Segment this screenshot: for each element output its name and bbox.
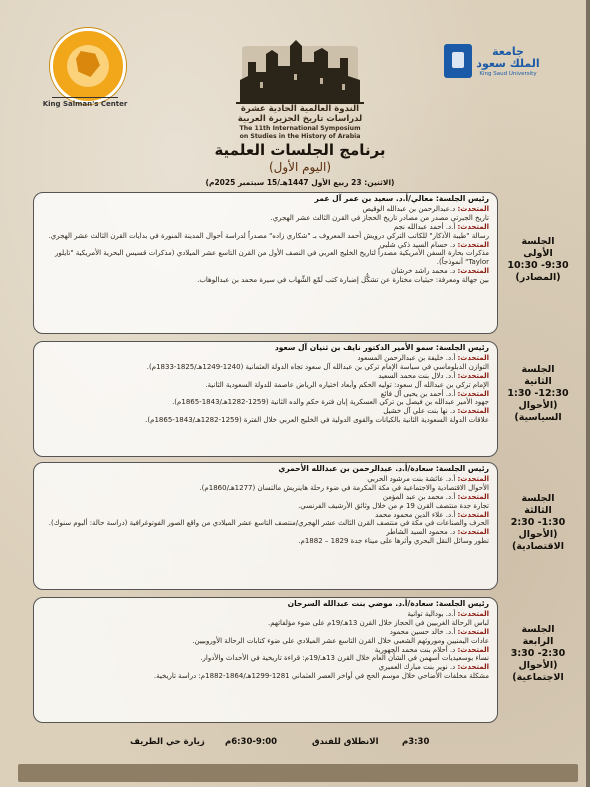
session-label-line: الثانية: [524, 376, 552, 387]
speaker-label: المتحدث:: [457, 474, 489, 483]
speaker-label: المتحدث:: [457, 371, 489, 380]
talk-topic: نساء بوسعيديات أسهمن في الشأن العام خلال القرن 13هـ/19م: قراءة تاريخية في الأحداث والأدوار.: [200, 654, 489, 663]
session-box-3: [33, 462, 498, 590]
talk-topic: لباس الرحالة الغربيين في الحجاز خلال القرن 13هـ/19م على ضوء مؤلفاتهم.: [268, 618, 489, 627]
speaker-item: [40, 475, 489, 493]
speaker-item: [40, 267, 489, 285]
program-title: برنامج الجلسات العلمية: [214, 141, 386, 159]
logo-underline: [52, 97, 118, 98]
session-label-4: [500, 624, 576, 684]
ksu-logo: [444, 44, 540, 76]
session-theme: الاجتماعية): [512, 672, 564, 683]
session-label-line: الجلسة: [521, 624, 555, 635]
speaker-name: د. أحلام بنت محمد الجهورية: [374, 645, 458, 654]
talk-topic: مشكلة مخلفات الأضاحي خلال موسم الحج في أواخر العصر العثماني 1281-1299هـ/1864-1882م: دراسة تاريخية.: [153, 672, 489, 681]
speaker-name: أ.د. محمد بن عبد المؤمن: [382, 492, 458, 501]
speaker-item: [40, 407, 489, 425]
session-chair: رئيس الجلسة: سعادة/أ.د. موضي بنت عبدالله السرحان: [287, 599, 489, 608]
session-label-3: [500, 493, 576, 553]
talk-topic: تجارة جدة منتصف القرن 19 م من خلال وثائق الأرشيف الفرنسي.: [298, 501, 489, 510]
talk-topic: تاريخ الجبرتي مصدر من مصادر تاريخ الحجاز في القرن الثالث عشر الهجري.: [270, 213, 489, 222]
session-theme: (الأحوال: [518, 660, 558, 671]
session-time: 1:30- 2:30: [510, 517, 566, 528]
speaker-name: د. نها بنت علي آل خشيل: [383, 407, 458, 416]
session-chair: رئيس الجلسة: معالي/أ.د. سعيد بن عمر آل عمر: [314, 194, 489, 203]
talk-topic: جهود الأمير عبدالله بن فيصل بن تركي العسكرية إبان فترة حكم والده الثانية (1259-1282هـ/1843-1865م).: [172, 398, 489, 407]
left-logo-caption: King Salman's Center: [42, 100, 128, 108]
symposium-title-ar-2: لدراسات تاريخ الجزيرة العربية: [237, 114, 363, 124]
session-chair: رئيس الجلسة: سعادة/أ.د. عبدالرحمن بن عبدالله الأحمري: [278, 464, 489, 473]
session-label-line: الجلسة: [521, 364, 555, 375]
session-box-4: [33, 597, 498, 723]
speaker-name: د. محمود السيد الشاطر: [386, 528, 458, 537]
talk-topic: الأحوال الاقتصادية والاجتماعية في مكة المكرمة في ضوء رحلة هاينريش مالتسان (1277هـ/1860م).: [199, 483, 489, 492]
session-time: 9:30- 10:30: [507, 260, 569, 271]
ksu-name-ar: جامعة الملك سعود: [476, 45, 540, 70]
speaker-label: المتحدث:: [457, 204, 489, 213]
speaker-item: [40, 528, 489, 546]
session-time: 12:30- 1:30: [507, 388, 569, 399]
symposium-emblem: [232, 32, 368, 106]
talk-topic: عادات اليمنيين وموروثهم الشعبي خلال القرن التاسع عشر الميلادي على ضوء كتابات الرحالة الأوروبيين.: [192, 636, 489, 645]
speaker-name: أ.د. خالد حسين محمود: [389, 627, 458, 636]
speaker-name: أ.د. علاء الدين محمود محمد: [375, 510, 458, 519]
talk-topic: رسالة "طيبة الأذكار" للكاتب التركي درويش أحمد المعروف بـ "شكاري زاده" مصدراً لدراسة أحوال المدينة المنورة في بدايات القرن الثالث عشر الهجري.: [48, 231, 489, 240]
speaker-label: المتحدث:: [457, 528, 489, 537]
session-label-2: [500, 364, 576, 424]
speaker-name: د. نوير بنت مبارك العميري: [378, 663, 458, 672]
speaker-label: المتحدث:: [457, 240, 489, 249]
tour-label: زيارة حي الطريف: [130, 737, 205, 747]
speaker-label: المتحدث:: [457, 389, 489, 398]
session-theme: الاقتصادية): [512, 541, 564, 552]
session-box-2: [33, 341, 498, 457]
speaker-label: المتحدث:: [457, 663, 489, 672]
page-edge: [586, 0, 590, 787]
tour-time: 6:30-9:00م: [225, 737, 278, 747]
speaker-item: [40, 663, 489, 681]
speaker-name: أ.د. بودالية توانية: [407, 609, 458, 618]
symposium-title-ar-1: الندوة العالمية الحادية عشرة: [240, 104, 360, 114]
speaker-name: د. محمد راشد خرشان: [391, 267, 458, 276]
session-theme: (المصادر): [515, 272, 561, 283]
speaker-label: المتحدث:: [457, 609, 489, 618]
speaker-name: أ.د. خليفة بن عبدالرحمن المسعود: [357, 353, 458, 362]
talk-topic: التوازن الدبلوماسي في سياسة الإمام تركي بن عبدالله آل سعود تجاه الدولة العثمانية (1240-1249هـ/1825-1833م).: [146, 362, 489, 371]
speaker-label: المتحدث:: [457, 510, 489, 519]
speaker-label: المتحدث:: [457, 645, 489, 654]
speaker-item: [40, 241, 489, 268]
speaker-label: المتحدث:: [457, 492, 489, 501]
ksu-name-en: King Saud University: [479, 71, 537, 77]
speaker-item: [40, 372, 489, 390]
speaker-item: [40, 511, 489, 529]
speaker-name: أ.د. دلال بنت محمد السعيد: [378, 371, 458, 380]
session-theme: (الأحوال: [518, 400, 558, 411]
speaker-name: د.عبدالرحمن بن عبدالله الوقيص: [362, 204, 458, 213]
symposium-title-en-1: The 11th International Symposium: [239, 125, 361, 132]
speaker-item: [40, 390, 489, 408]
talk-topic: الحرف والصناعات في مكة في منتصف القرن الثالث عشر الهجري/منتصف التاسع عشر الميلادي من واقع الصور الفوتوغرافية (دراسة حالة: ألبوم سنوك).: [48, 519, 489, 528]
session-theme: السياسية): [514, 412, 562, 423]
speaker-label: المتحدث:: [457, 267, 489, 276]
talk-topic: بين جهالة ومعرفة: حيثيات مختارة عن تشكُّل إضبارة كتب لَمْع الشِّهاب في سيرة محمد بن عبدالوهاب.: [197, 276, 489, 285]
session-time: 2:30- 3:30: [510, 648, 566, 659]
speaker-item: [40, 646, 489, 664]
session-label-line: الجلسة: [521, 236, 555, 247]
speaker-name: د. حسام السيد ذكي شلبي: [379, 240, 458, 249]
session-label-line: الرابعة: [522, 636, 554, 647]
date-line: (الاثنين: 23 ربيع الأول 1447هـ/15 سبتمبر 2025م): [205, 178, 395, 187]
session-chair: رئيس الجلسة: سمو الأمير الدكتور نايف بن ثنيان آل سعود: [274, 343, 489, 352]
speaker-label: المتحدث:: [457, 627, 489, 636]
symposium-title-en-2: on Studies in the History of Arabia: [239, 133, 361, 140]
speaker-item: [40, 610, 489, 628]
speaker-name: أ.د. أحمد بن يحيى آل فائع: [380, 389, 458, 398]
session-label-line: الجلسة: [521, 493, 555, 504]
talk-topic: مذكرات بحارة السفن الأمريكية مصدراً لتاريخ الخليج العربي في النصف الأول من القرن التاسع عشر الميلادي (مذكرات قسيس البحرية الأمريكية "تايلور Taylor" أنموذجاً).: [55, 249, 489, 267]
talk-topic: علاقات الدولة السعودية الثانية بالكيانات والقوى الدولية في الخليج العربي خلال الفترة (1259-1282هـ/1843-1865م).: [145, 416, 489, 425]
day-title: (اليوم الأول): [268, 160, 332, 174]
hotel-departure-time: 3:30م: [402, 737, 430, 747]
speaker-label: المتحدث:: [457, 353, 489, 362]
mud-castle-icon: [232, 32, 368, 106]
speaker-name: أ.د. عائشة بنت مرشود الحربي: [367, 474, 458, 483]
speaker-label: المتحدث:: [457, 222, 489, 231]
bottom-decorative-band: [18, 764, 578, 782]
speaker-item: [40, 628, 489, 646]
talk-topic: الإمام تركي بن عبدالله آل سعود: توليه الحكم وأبعاد اختياره الرياض عاصمة للدولة السعودية الثانية.: [205, 380, 489, 389]
session-label-1: [500, 236, 576, 284]
session-label-line: الثالثة: [524, 505, 552, 516]
speaker-label: المتحدث:: [457, 407, 489, 416]
ksu-emblem-icon: [444, 44, 472, 78]
session-theme: (الأحوال: [518, 529, 558, 540]
hotel-departure-label: الانطلاق للفندق: [312, 737, 379, 747]
king-salman-center-logo: [50, 28, 126, 104]
session-box-1: [33, 192, 498, 334]
speaker-item: [40, 223, 489, 241]
speaker-item: [40, 493, 489, 511]
talk-topic: تطور وسائل النقل البحري وأثرها على ميناء جدة 1829 – 1882م.: [298, 537, 489, 546]
speaker-name: أ.د. أحمد عبدالله نجم: [393, 222, 458, 231]
speaker-item: [40, 205, 489, 223]
session-label-line: الأولى: [523, 248, 553, 259]
speaker-item: [40, 354, 489, 372]
